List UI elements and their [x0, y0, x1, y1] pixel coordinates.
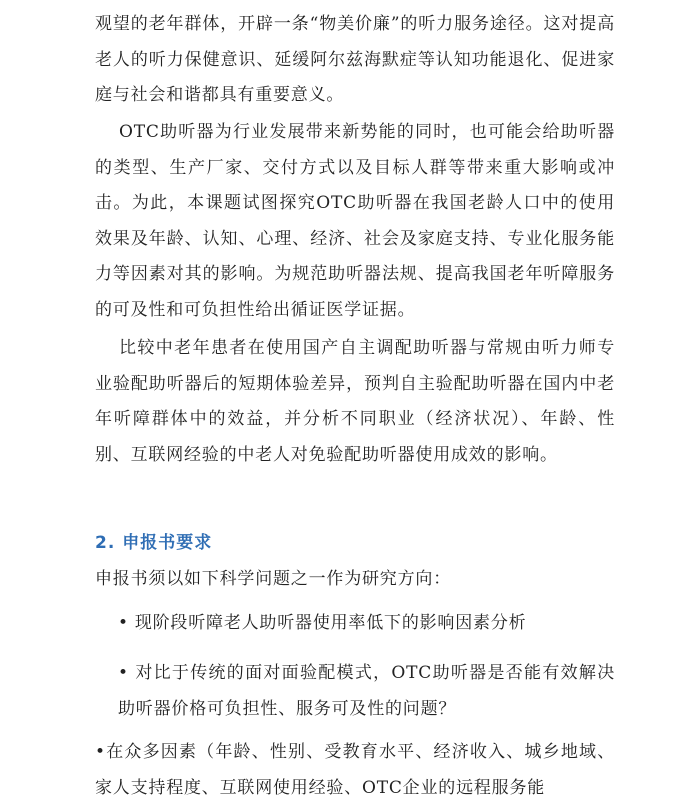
bullet-text-3: 在众多因素（年龄、性别、受教育水平、经济收入、城乡地域、家人支持程度、互联网使用经验、OTC企业的远程服务能	[95, 742, 615, 798]
paragraph-1: 观望的老年群体，开辟一条“物美价廉”的听力服务途径。这对提高老人的听力保健意识、延缓阿尔兹海默症等认知功能退化、促进家庭与社会和谐都具有重要意义。	[95, 14, 615, 105]
bullet-dot-icon: •	[118, 613, 129, 633]
paragraph-3: 比较中老年患者在使用国产自主调配助听器与常规由听力师专业验配助听器后的短期体验差异，预判自主验配助听器在国内中老年听障群体中的效益，并分析不同职业（经济状况）、年龄、性别、互联网经验的中老人对免验配助听器使用成效的影响。	[95, 338, 615, 465]
bullet-text-1: 现阶段听障老人助听器使用率低下的影响因素分析	[134, 613, 527, 633]
section-heading: 2. 申报书要求	[95, 533, 213, 553]
bullet-text-2: 对比于传统的面对面验配模式，OTC助听器是否能有效解决助听器价格可负担性、服务可及性的问题？	[118, 663, 615, 719]
bullet-dot-icon: •	[95, 742, 106, 762]
section-intro: 申报书须以如下科学问题之一作为研究方向：	[95, 569, 451, 589]
bullet-dot-icon: •	[118, 663, 129, 683]
bullet-item-1	[118, 606, 615, 642]
bullet-item-2	[118, 656, 615, 727]
paragraph-2: OTC助听器为行业发展带来新势能的同时，也可能会给助听器的类型、生产厂家、交付方式以及目标人群等带来重大影响或冲击。为此，本课题试图探究OTC助听器在我国老龄人口中的使用效果及年龄、认知、心理、经济、社会及家庭支持、专业化服务能力等因素对其的影响。为规范助听器法规、提高我国老年听障服务的可及性和可负担性给出循证医学证据。	[95, 122, 615, 320]
bullet-item-3	[95, 735, 615, 806]
